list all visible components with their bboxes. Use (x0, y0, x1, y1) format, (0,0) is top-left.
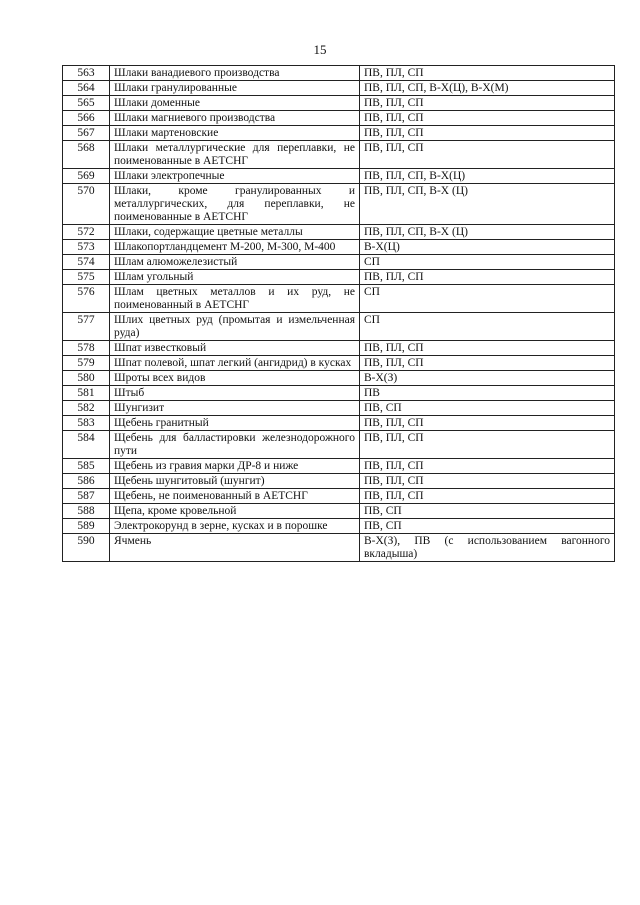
row-number: 587 (63, 489, 110, 504)
table-row (63, 519, 615, 534)
row-number: 580 (63, 371, 110, 386)
row-number: 563 (63, 66, 110, 81)
row-number: 565 (63, 96, 110, 111)
row-number: 568 (63, 141, 110, 169)
row-number: 570 (63, 184, 110, 225)
table-row (63, 96, 615, 111)
cargo-name: Шлаки, кроме гранулированных и металлургических, для переплавки, не поименованные в АЕТСНГ (110, 184, 360, 225)
table-row (63, 341, 615, 356)
row-number: 588 (63, 504, 110, 519)
cargo-name: Шлам алюможелезистый (110, 255, 360, 270)
transport-codes: СП (360, 255, 615, 270)
row-number: 582 (63, 401, 110, 416)
table-row (63, 371, 615, 386)
cargo-name: Шпат известковый (110, 341, 360, 356)
row-number: 578 (63, 341, 110, 356)
cargo-name: Шлаки ванадиевого производства (110, 66, 360, 81)
transport-codes: ПВ, ПЛ, СП (360, 356, 615, 371)
cargo-name: Щебень шунгитовый (шунгит) (110, 474, 360, 489)
row-number: 581 (63, 386, 110, 401)
transport-codes: ПВ, ПЛ, СП (360, 416, 615, 431)
cargo-name: Шлих цветных руд (промытая и измельченная руда) (110, 313, 360, 341)
table-row (63, 66, 615, 81)
transport-codes: ПВ, ПЛ, СП (360, 66, 615, 81)
row-number: 574 (63, 255, 110, 270)
table-row (63, 81, 615, 96)
row-number: 572 (63, 225, 110, 240)
transport-codes: ПВ (360, 386, 615, 401)
table-row (63, 225, 615, 240)
row-number: 577 (63, 313, 110, 341)
transport-codes: ПВ, ПЛ, СП (360, 341, 615, 356)
cargo-name: Шлаки магниевого производства (110, 111, 360, 126)
cargo-name: Шлаки, содержащие цветные металлы (110, 225, 360, 240)
cargo-name: Шпат полевой, шпат легкий (ангидрид) в кусках (110, 356, 360, 371)
table-row (63, 111, 615, 126)
transport-codes: ПВ, ПЛ, СП (360, 96, 615, 111)
cargo-name: Шлаки гранулированные (110, 81, 360, 96)
cargo-name: Шлакопортландцемент М-200, М-300, М-400 (110, 240, 360, 255)
cargo-name: Электрокорунд в зерне, кусках и в порошке (110, 519, 360, 534)
cargo-name: Шлам угольный (110, 270, 360, 285)
table-row (63, 356, 615, 371)
table-row (63, 240, 615, 255)
table-row (63, 474, 615, 489)
table-row (63, 255, 615, 270)
cargo-name: Щебень из гравия марки ДР-8 и ниже (110, 459, 360, 474)
transport-codes: ПВ, ПЛ, СП (360, 459, 615, 474)
transport-codes: В-Х(Ц) (360, 240, 615, 255)
transport-codes: ПВ, ПЛ, СП (360, 111, 615, 126)
table-row (63, 416, 615, 431)
table-row (63, 141, 615, 169)
transport-codes: ПВ, ПЛ, СП (360, 474, 615, 489)
row-number: 579 (63, 356, 110, 371)
table-row (63, 169, 615, 184)
cargo-name: Шлаки металлургические для переплавки, не поименованные в АЕТСНГ (110, 141, 360, 169)
cargo-name: Ячмень (110, 534, 360, 562)
transport-codes: ПВ, СП (360, 504, 615, 519)
transport-codes: ПВ, ПЛ, СП, В-Х(Ц) (360, 169, 615, 184)
row-number: 566 (63, 111, 110, 126)
table-row (63, 126, 615, 141)
row-number: 589 (63, 519, 110, 534)
cargo-name: Шлаки электропечные (110, 169, 360, 184)
table-row (63, 504, 615, 519)
transport-codes: ПВ, ПЛ, СП, В-Х (Ц) (360, 184, 615, 225)
cargo-name: Шлаки доменные (110, 96, 360, 111)
cargo-name: Щебень для балластировки железнодорожного пути (110, 431, 360, 459)
table-row (63, 285, 615, 313)
cargo-name: Щебень гранитный (110, 416, 360, 431)
transport-codes: В-Х(З), ПВ (с использованием вагонного вкладыша) (360, 534, 615, 562)
transport-codes: ПВ, ПЛ, СП, В-Х(Ц), В-Х(М) (360, 81, 615, 96)
cargo-name: Щебень, не поименованный в АЕТСНГ (110, 489, 360, 504)
transport-codes: СП (360, 285, 615, 313)
transport-codes: ПВ, ПЛ, СП (360, 489, 615, 504)
row-number: 584 (63, 431, 110, 459)
table-row (63, 386, 615, 401)
row-number: 583 (63, 416, 110, 431)
row-number: 576 (63, 285, 110, 313)
cargo-name: Шунгизит (110, 401, 360, 416)
transport-codes: ПВ, ПЛ, СП (360, 141, 615, 169)
cargo-name: Штыб (110, 386, 360, 401)
table-body (63, 66, 615, 562)
cargo-name: Шроты всех видов (110, 371, 360, 386)
transport-codes: В-Х(З) (360, 371, 615, 386)
cargo-name: Шлаки мартеновские (110, 126, 360, 141)
row-number: 586 (63, 474, 110, 489)
cargo-table (62, 65, 615, 562)
cargo-name: Шлам цветных металлов и их руд, не поименованный в АЕТСНГ (110, 285, 360, 313)
cargo-name: Щепа, кроме кровельной (110, 504, 360, 519)
transport-codes: СП (360, 313, 615, 341)
page-number: 15 (313, 42, 327, 57)
row-number: 564 (63, 81, 110, 96)
row-number: 585 (63, 459, 110, 474)
table-row (63, 184, 615, 225)
table-row (63, 489, 615, 504)
table-row (63, 534, 615, 562)
transport-codes: ПВ, ПЛ, СП (360, 270, 615, 285)
table-row (63, 401, 615, 416)
row-number: 575 (63, 270, 110, 285)
table-row (63, 431, 615, 459)
transport-codes: ПВ, СП (360, 519, 615, 534)
table-row (63, 459, 615, 474)
transport-codes: ПВ, СП (360, 401, 615, 416)
row-number: 573 (63, 240, 110, 255)
transport-codes: ПВ, ПЛ, СП (360, 126, 615, 141)
table-row (63, 270, 615, 285)
table-row (63, 313, 615, 341)
row-number: 567 (63, 126, 110, 141)
row-number: 590 (63, 534, 110, 562)
row-number: 569 (63, 169, 110, 184)
transport-codes: ПВ, ПЛ, СП, В-Х (Ц) (360, 225, 615, 240)
transport-codes: ПВ, ПЛ, СП (360, 431, 615, 459)
